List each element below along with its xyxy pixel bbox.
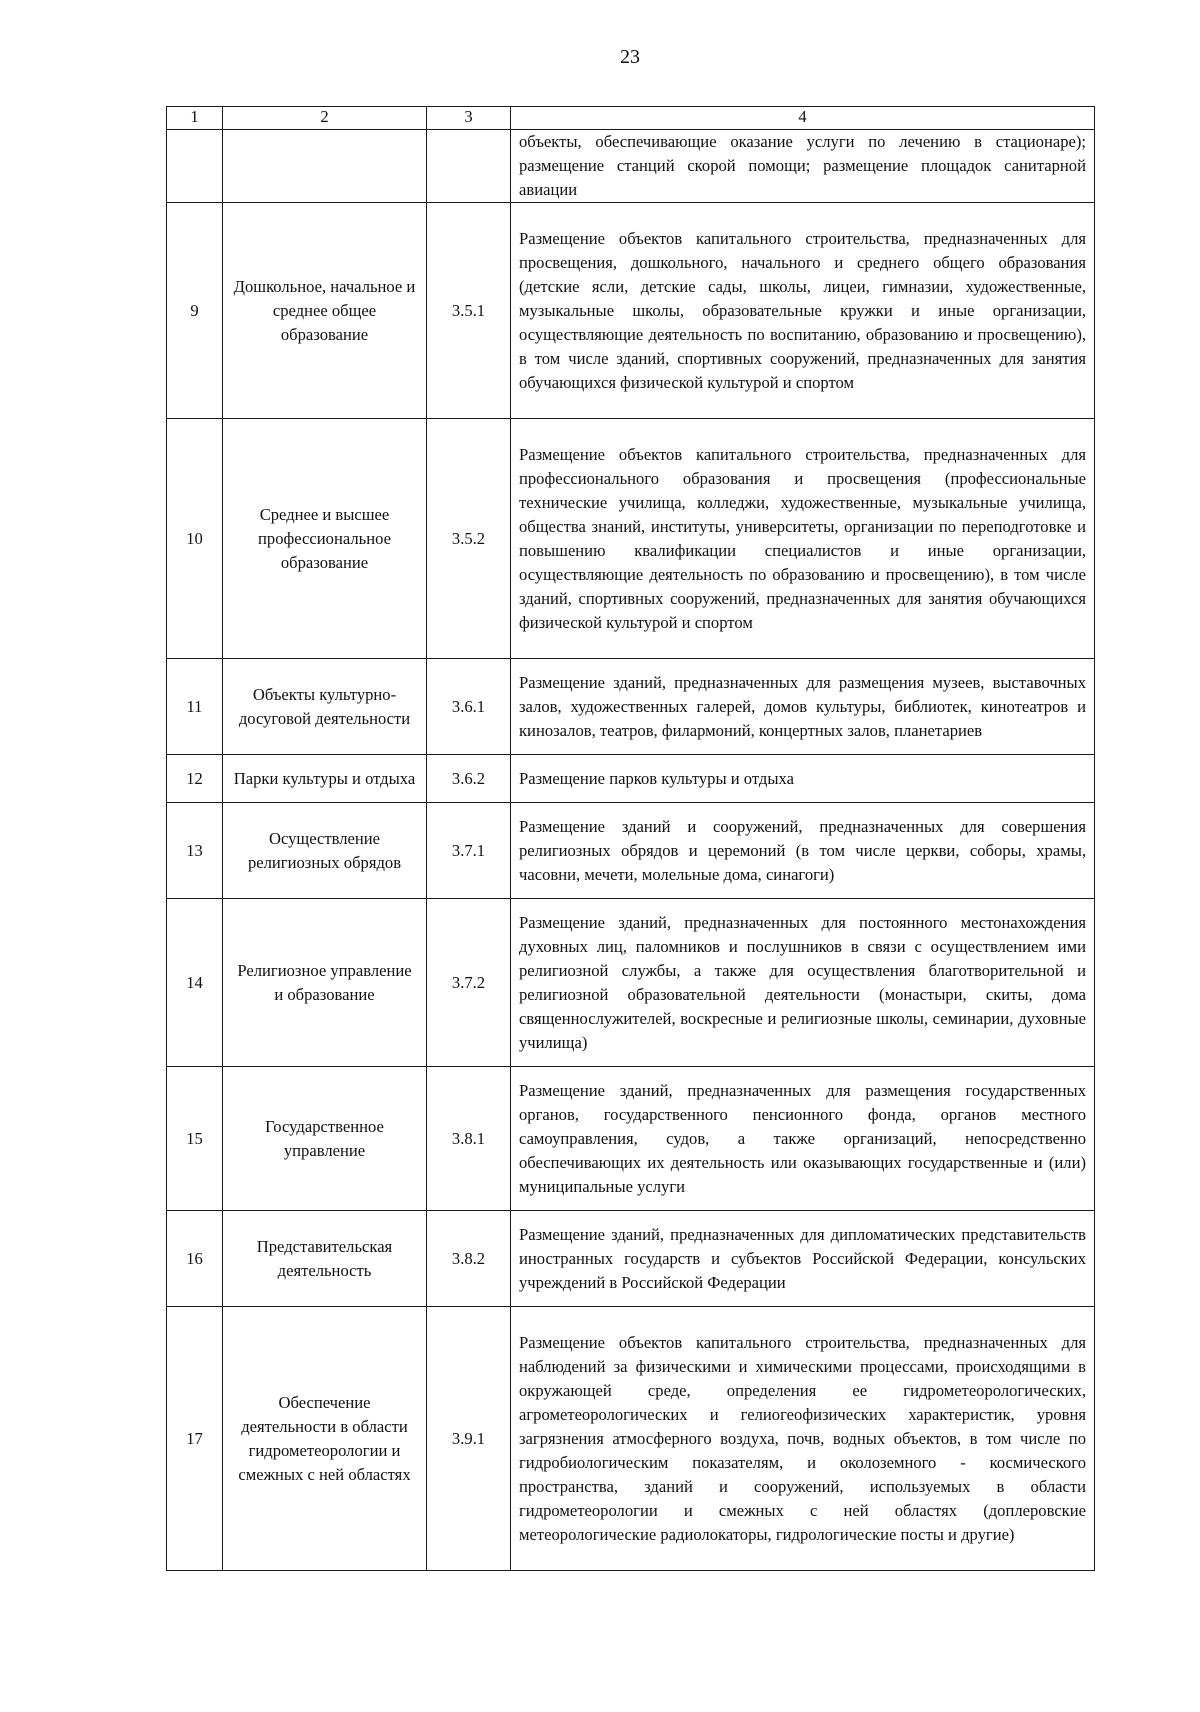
row-name: Представительская деятельность <box>223 1211 427 1307</box>
row-number: 14 <box>167 899 223 1067</box>
page-number: 23 <box>620 46 640 68</box>
row-number: 9 <box>167 203 223 419</box>
land-use-table <box>166 106 1095 1571</box>
row-number: 12 <box>167 755 223 803</box>
row-name: Парки культуры и отдыха <box>223 755 427 803</box>
table-row <box>167 755 1095 803</box>
row-description: Размещение объектов капитального строительства, предназначенных для наблюдений за физическими и химическими процессами, происходящими в окружающей среде, определения ее гидрометеорологических, агрометеорологических и гелиогеофизических характеристик, уровня загрязнения атмосферного воздуха, почв, водных объектов, в том числе по гидробиологическим показателям, и околоземного - космического пространства, зданий и сооружений, используемых в области гидрометеорологии и смежных с ней областях (доплеровские метеорологические радиолокаторы, гидрологические посты и другие) <box>511 1307 1095 1571</box>
row-number: 16 <box>167 1211 223 1307</box>
column-header-4: 4 <box>511 107 1095 130</box>
table-row <box>167 659 1095 755</box>
code-cell <box>427 130 511 203</box>
table-row <box>167 419 1095 659</box>
table-row <box>167 1307 1095 1571</box>
row-code: 3.9.1 <box>427 1307 511 1571</box>
row-description: Размещение парков культуры и отдыха <box>511 755 1095 803</box>
column-header-1: 1 <box>167 107 223 130</box>
row-name: Среднее и высшее профессиональное образование <box>223 419 427 659</box>
row-description: Размещение зданий, предназначенных для размещения государственных органов, государственного пенсионного фонда, органов местного самоуправления, судов, а также организаций, непосредственно обеспечивающих их деятельность или оказывающих государственные и (или) муниципальные услуги <box>511 1067 1095 1211</box>
row-code: 3.8.2 <box>427 1211 511 1307</box>
continuation-row <box>167 130 1095 203</box>
row-number: 10 <box>167 419 223 659</box>
row-code: 3.6.1 <box>427 659 511 755</box>
row-code: 3.7.1 <box>427 803 511 899</box>
row-name: Обеспечение деятельности в области гидрометеорологии и смежных с ней областях <box>223 1307 427 1571</box>
table-row <box>167 899 1095 1067</box>
row-code: 3.8.1 <box>427 1067 511 1211</box>
table-header-row <box>167 107 1095 130</box>
row-number: 15 <box>167 1067 223 1211</box>
row-description: Размещение объектов капитального строительства, предназначенных для просвещения, дошкольного, начального и среднего общего образования (детские ясли, детские сады, школы, лицеи, гимназии, художественные, музыкальные школы, образовательные кружки и иные организации, осуществляющие деятельность по воспитанию, образованию и просвещению), в том числе зданий, спортивных сооружений, предназначенных для занятия обучающихся физической культурой и спортом <box>511 203 1095 419</box>
row-number: 17 <box>167 1307 223 1571</box>
table-row <box>167 1067 1095 1211</box>
row-name: Осуществление религиозных обрядов <box>223 803 427 899</box>
row-number: 11 <box>167 659 223 755</box>
row-description: Размещение объектов капитального строительства, предназначенных для профессионального образования и просвещения (профессиональные технические училища, колледжи, художественные, музыкальные училища, общества знаний, институты, университеты, организации по переподготовке и повышению квалификации специалистов и иные организации, осуществляющие деятельность по образованию и просвещению), в том числе зданий, спортивных сооружений, предназначенных для занятия обучающихся физической культурой и спортом <box>511 419 1095 659</box>
row-code: 3.5.1 <box>427 203 511 419</box>
table-row <box>167 803 1095 899</box>
column-header-3: 3 <box>427 107 511 130</box>
continuation-description: объекты, обеспечивающие оказание услуги по лечению в стационаре); размещение станций скорой помощи; размещение площадок санитарной авиации <box>511 130 1095 203</box>
row-name: Дошкольное, начальное и среднее общее образование <box>223 203 427 419</box>
row-number-cell <box>167 130 223 203</box>
row-code: 3.6.2 <box>427 755 511 803</box>
row-name: Объекты культурно-досуговой деятельности <box>223 659 427 755</box>
row-number: 13 <box>167 803 223 899</box>
row-description: Размещение зданий, предназначенных для дипломатических представительств иностранных государств и субъектов Российской Федерации, консульских учреждений в Российской Федерации <box>511 1211 1095 1307</box>
row-description: Размещение зданий, предназначенных для постоянного местонахождения духовных лиц, паломников и послушников в связи с осуществлением ими религиозной службы, а также для осуществления благотворительной и религиозной образовательной деятельности (монастыри, скиты, дома священнослужителей, воскресные и религиозные школы, семинарии, духовные училища) <box>511 899 1095 1067</box>
row-code: 3.5.2 <box>427 419 511 659</box>
row-code: 3.7.2 <box>427 899 511 1067</box>
row-name: Религиозное управление и образование <box>223 899 427 1067</box>
table-row <box>167 1211 1095 1307</box>
column-header-2: 2 <box>223 107 427 130</box>
row-description: Размещение зданий и сооружений, предназначенных для совершения религиозных обрядов и церемоний (в том числе церкви, соборы, храмы, часовни, мечети, молельные дома, синагоги) <box>511 803 1095 899</box>
row-name: Государственное управление <box>223 1067 427 1211</box>
table-row <box>167 203 1095 419</box>
name-cell <box>223 130 427 203</box>
row-description: Размещение зданий, предназначенных для размещения музеев, выставочных залов, художественных галерей, домов культуры, библиотек, кинотеатров и кинозалов, театров, филармоний, концертных залов, планетариев <box>511 659 1095 755</box>
